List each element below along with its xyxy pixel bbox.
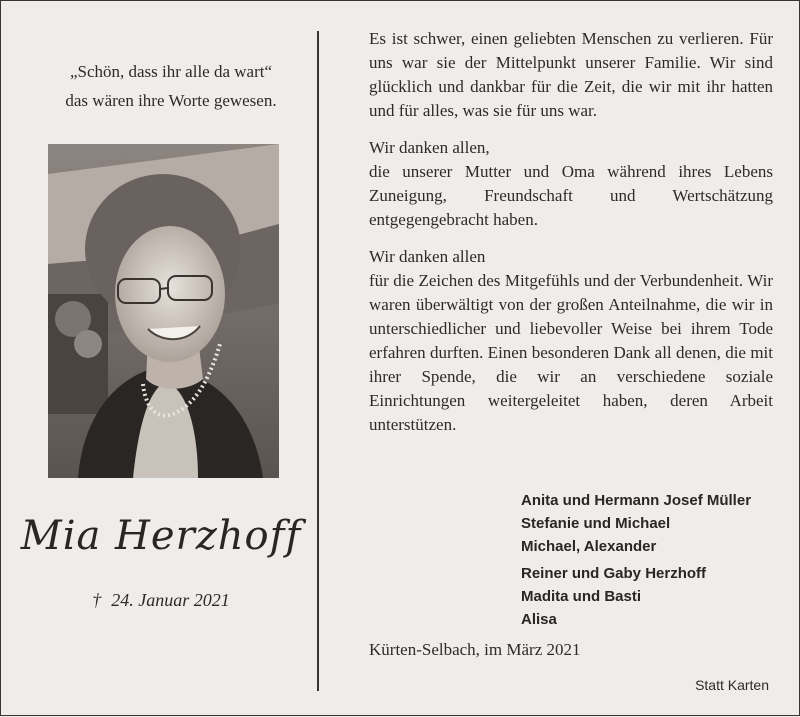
- cross-icon: †: [92, 590, 102, 610]
- place-and-date: Kürten-Selbach, im März 2021: [369, 640, 581, 659]
- quote: [21, 57, 321, 115]
- paragraph-2-body: die unserer Mutter und Oma während ihres Lebens Zuneigung, Freundschaft und Wertschätzung entgegengebracht haben.: [369, 162, 773, 229]
- paragraph-2: [369, 136, 773, 232]
- signature-line: Stefanie und Michael: [521, 515, 671, 532]
- paragraph-3-body: für die Zeichen des Mitgefühls und der Verbundenheit. Wir waren überwältigt von der großen Anteilnahme, die wir in unterschiedlicher und liebevoller Weise bei ihrem Tode erfahren durften. Einen besonderen Dank all denen, die mit ihrer Spende, die wir an verschiedene soziale Einrichtungen weitergeleitet haben, deren Arbeit unterstützen.: [369, 271, 773, 434]
- paragraph-1: Es ist schwer, einen geliebten Menschen zu verlieren. Für uns war sie der Mittelpunkt unserer Familie. Wir sind glücklich und dankbar für die Zeit, die wir mit ihr hatten und für alles, was sie für uns war.: [369, 29, 773, 120]
- paragraph-3-intro: Wir danken allen: [369, 247, 486, 266]
- portrait-illustration: [48, 144, 279, 478]
- left-column: [1, 1, 321, 717]
- death-date: 24. Januar 2021: [111, 590, 230, 610]
- signature-line: Michael, Alexander: [521, 538, 657, 555]
- paragraph-3: [369, 245, 773, 437]
- signature-group-2: [521, 562, 781, 631]
- footer-note: Statt Karten: [695, 677, 769, 693]
- message-text: [369, 27, 773, 450]
- column-divider: [317, 31, 319, 691]
- quote-line-2: das wären ihre Worte gewesen.: [65, 91, 277, 110]
- quote-line-1: „Schön, dass ihr alle da wart“: [69, 62, 273, 81]
- signature-line: Alisa: [521, 611, 557, 628]
- signature-line: Anita und Hermann Josef Müller: [521, 492, 752, 509]
- death-date-line: [1, 590, 321, 611]
- signature-line: Madita und Basti: [521, 588, 642, 605]
- portrait-photo: [48, 144, 279, 478]
- paragraph-2-intro: Wir danken allen,: [369, 138, 490, 157]
- signature-group-1: [521, 489, 781, 558]
- signature-line: Reiner und Gaby Herzhoff: [521, 565, 707, 582]
- deceased-name: Mia Herzhoff: [20, 513, 302, 559]
